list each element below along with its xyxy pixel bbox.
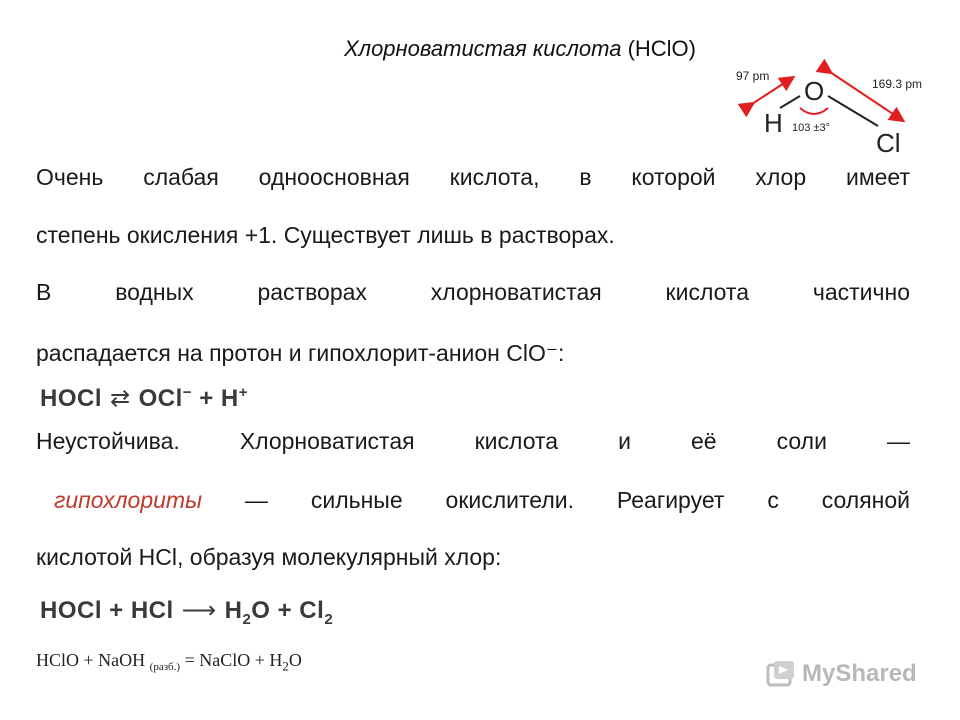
- eq1-product-1: OCl: [138, 385, 183, 412]
- title-formula: (HClO): [627, 36, 696, 61]
- equilibrium-arrow-icon: ⇄: [110, 385, 131, 412]
- bond-ocl-label: 169.3 pm: [872, 77, 923, 91]
- paragraph-3-line-2: [36, 471, 910, 529]
- paragraph-1-line-1: Очень слабая одноосновная кислота, в которой хлор имеет: [36, 164, 910, 190]
- paragraph-3-line-2-rest: — сильные окислители. Реагирует с соляной: [202, 487, 910, 513]
- paragraph-3-line-3: кислотой HCl, образуя молекулярный хлор:: [36, 544, 502, 570]
- eq1-product-1-charge: −: [182, 384, 193, 401]
- eq2-reactants: HOCl + HCl: [40, 597, 174, 624]
- eq1-product-2: H: [220, 385, 239, 412]
- eq2-water-h: H: [224, 597, 243, 624]
- atom-o: O: [804, 76, 825, 106]
- eq3-sub: 2: [282, 658, 289, 674]
- reaction-with-naoh-equation: [36, 650, 302, 675]
- paragraph-2-line-1: В водных растворах хлорноватистая кислота частично: [36, 279, 910, 305]
- reaction-arrow-icon: ⟶: [181, 597, 217, 624]
- bond-ho-label: 97 pm: [736, 69, 770, 83]
- eq3-part-2: = NaClO + H: [180, 650, 283, 670]
- eq3-part-1: HClO + NaOH: [36, 650, 150, 670]
- eq1-product-2-charge: +: [238, 384, 249, 401]
- eq2-chlorine-sub: 2: [324, 610, 334, 628]
- eq1-plus: +: [199, 385, 214, 412]
- dissociation-equation: [40, 384, 248, 413]
- watermark-text: MyShared: [802, 660, 917, 687]
- eq2-water-sub: 2: [242, 610, 252, 628]
- reaction-with-hcl-equation: [40, 596, 333, 628]
- eq1-reactant: HOCl: [40, 385, 102, 412]
- hypochlorites-term: гипохлориты: [54, 487, 203, 513]
- angle-label: 103 ±3°: [792, 122, 830, 134]
- title-name: Хлорноватистая кислота: [343, 36, 622, 61]
- atom-cl: Cl: [876, 128, 901, 158]
- paragraph-2-line-2: распадается на протон и гипохлорит-анион ClO⁻:: [36, 340, 565, 366]
- eq3-part-3: O: [288, 650, 302, 670]
- eq3-dilute-note: (разб.): [149, 661, 181, 673]
- paragraph-3-line-1: Неустойчива. Хлорноватистая кислота и её соли —: [36, 428, 910, 454]
- paragraph-1-line-2: степень окисления +1. Существует лишь в растворах.: [36, 222, 615, 248]
- myshared-logo-icon: [766, 659, 796, 689]
- eq2-rest: O + Cl: [251, 597, 325, 624]
- atom-h: H: [764, 108, 783, 138]
- myshared-watermark: [766, 656, 917, 692]
